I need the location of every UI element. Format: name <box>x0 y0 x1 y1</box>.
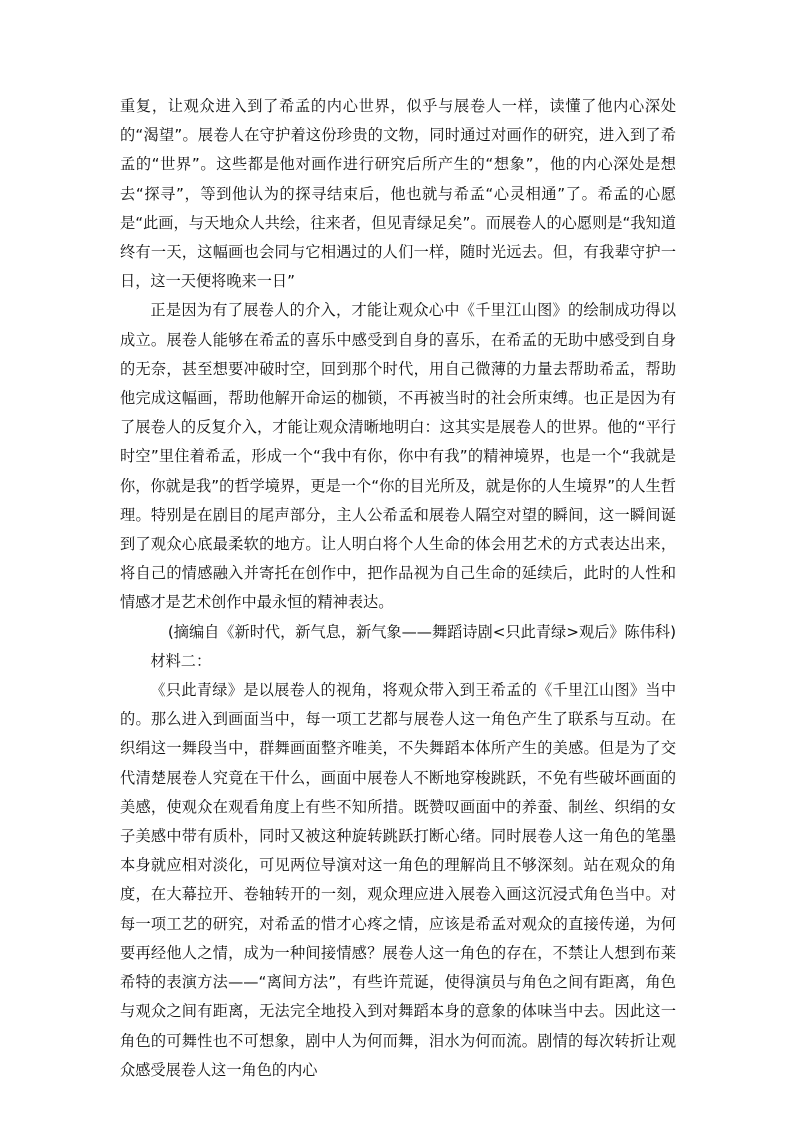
source-citation: (摘编自《新时代，新气息，新气象——舞蹈诗剧<只此青绿>观后》陈伟科) <box>167 622 676 641</box>
document-body <box>120 92 676 1085</box>
paragraph-3: 《只此青绿》是以展卷人的视角，将观众带入到王希孟的《千里江山图》当中的。那么进入到画面当中，每一项工艺都与展卷人这一角色产生了联系与互动。在织绢这一舞段当中，群舞画面整齐唯美，不失舞蹈本体所产生的美感。但是为了交代清楚展卷人究竟在干什么，画面中展卷人不断地穿梭跳跃，不免有些破坏画面的美感，使观众在观看角度上有些不知所措。既赞叹画面中的养蚕、制丝、织绢的女子美感中带有质朴，同时又被这种旋转跳跃打断心绪。同时展卷人这一角色的笔墨本身就应相对淡化，可见两位导演对这一角色的理解尚且不够深刻。站在观众的角度，在大幕拉开、卷轴转开的一刻，观众理应进入展卷入画这沉浸式角色当中。对每一项工艺的研究，对希孟的惜才心疼之情，应该是希孟对观众的直接传递，为何要再经他人之情，成为一种间接情感？展卷人这一角色的存在，不禁让人想到布莱希特的表演方法——“离间方法”，有些许荒诞，使得演员与角色之间有距离，角色与观众之间有距离，无法完全地投入到对舞蹈本身的意象的体味当中去。因此这一角色的可舞性也不可想象，剧中人为何而舞，泪水为何而流。剧情的每次转折让观众感受展卷人这一角色的内心 <box>120 681 676 1079</box>
section-heading-material-two: 材料二： <box>150 651 212 670</box>
paragraph-2: 正是因为有了展卷人的介入，才能让观众心中《千里江山图》的绘制成功得以成立。展卷人能够在希孟的喜乐中感受到自身的喜乐，在希孟的无助中感受到自身的无奈，甚至想要冲破时空，回到那个时代，用自己微薄的力量去帮助希孟，帮助他完成这幅画，帮助他解开命运的枷锁，不再被当时的社会所束缚。也正是因为有了展卷人的反复介入，才能让观众清晰地明白：这其实是展卷人的世界。他的“平行时空”里住着希孟，形成一个“我中有你，你中有我”的精神境界，也是一个“我就是你，你就是我”的哲学境界，更是一个“你的目光所及，就是你的人生境界”的人生哲理。特别是在剧目的尾声部分，主人公希孟和展卷人隔空对望的瞬间，这一瞬间诞到了观众心底最柔软的地方。让人明白将个人生命的体会用艺术的方式表达出来，将自己的情感融入并寄托在创作中，把作品视为自己生命的延续后，此时的人性和情感才是艺术创作中最永恒的精神表达。 <box>120 301 676 612</box>
paragraph-1: 重复，让观众进入到了希孟的内心世界，似乎与展卷人一样，读懂了他内心深处的“渴望”。展卷人在守护着这份珍贵的文物，同时通过对画作的研究，进入到了希孟的“世界”。这些都是他对画作进行研究后所产生的“想象”，他的内心深处是想去“探寻”，等到他认为的探寻结束后，他也就与希孟“心灵相通”了。希孟的心愿是“此画，与天地众人共绘，往来者，但见青绿足矣”。而展卷人的心愿则是“我知道终有一天，这幅画也会同与它相遇过的人们一样，随时光远去。但，有我辈守护一日，这一天便将晚来一日” <box>120 97 676 291</box>
